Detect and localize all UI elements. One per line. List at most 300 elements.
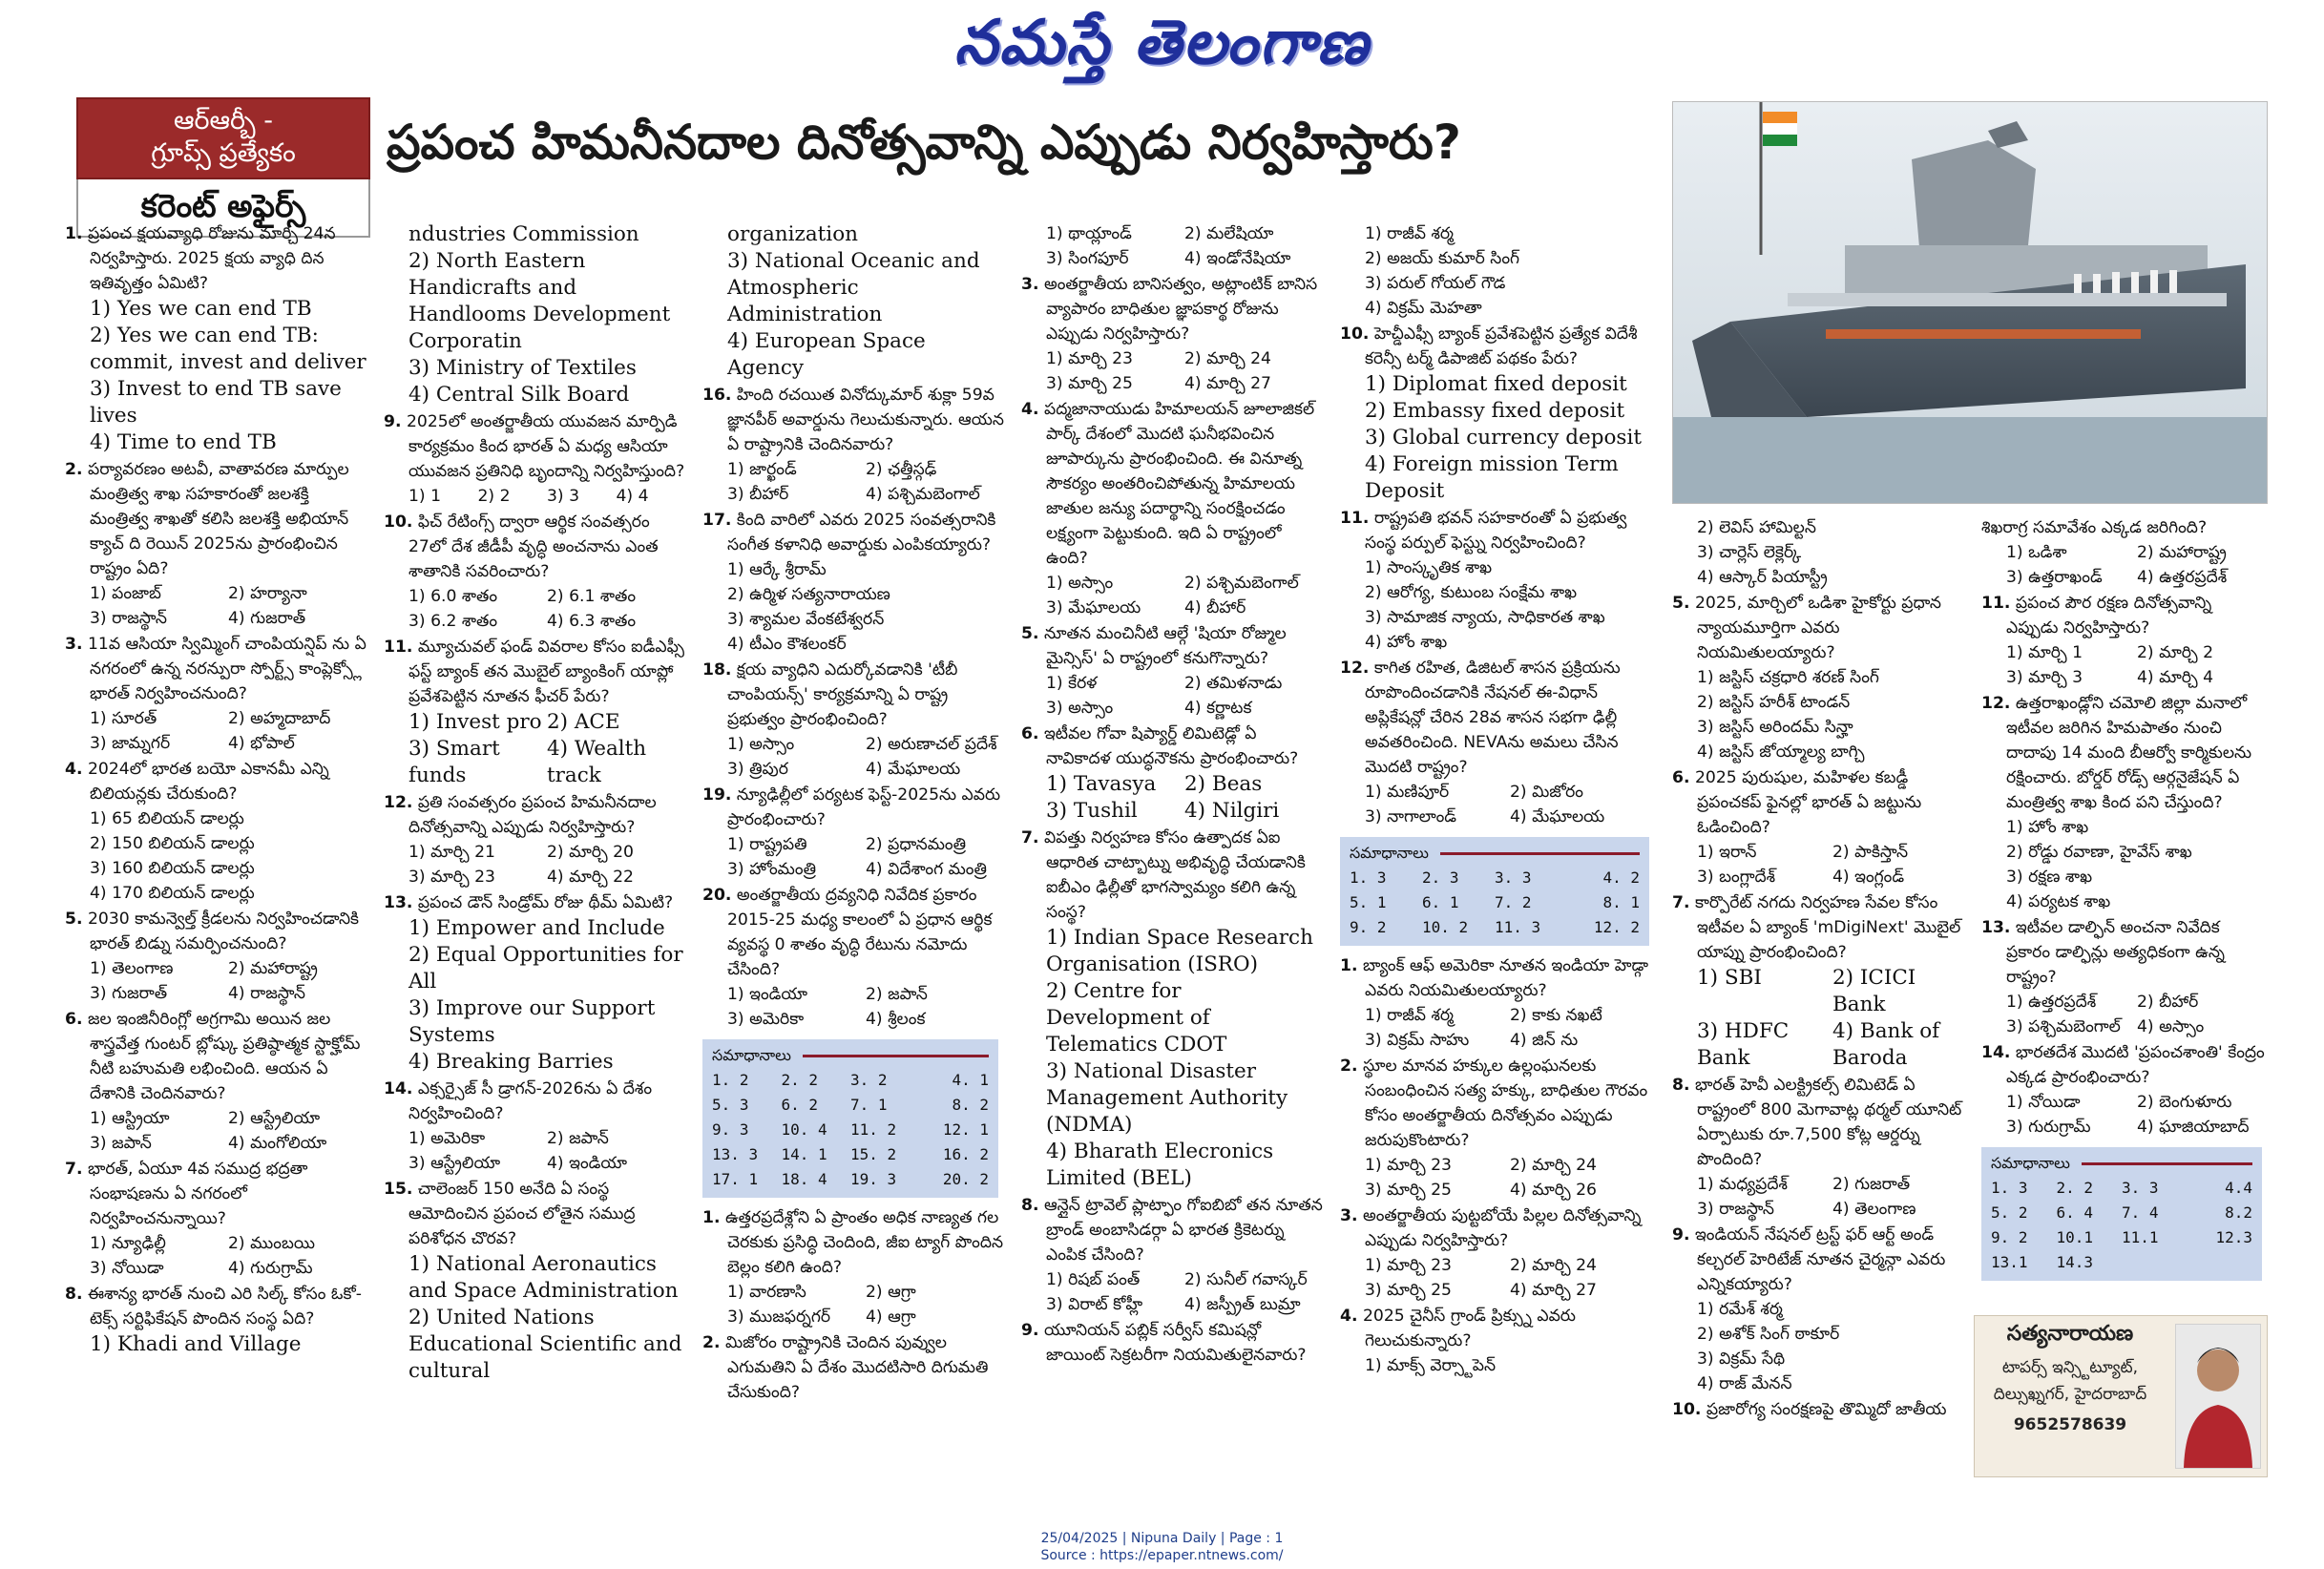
question-text: [702, 658, 1004, 732]
question-stem: బ్యాంక్ ఆఫ్ అమెరికా నూతన ఇండియా హెడ్గా ఎవరు నియమితులయ్యారు?: [1362, 956, 1649, 1000]
section-tag-top: [76, 97, 370, 179]
answer-key-rule: [2082, 1162, 2252, 1165]
option: 1) అస్సాం: [1046, 574, 1114, 593]
option: 4) హోం శాఖ: [1365, 633, 1448, 652]
answer-cell: 3. 3: [1495, 868, 1532, 887]
question: [65, 457, 366, 631]
question-number: 8.: [1672, 1076, 1690, 1095]
options: [1672, 840, 1968, 889]
options: [702, 1280, 1004, 1329]
question: [1981, 1040, 2268, 1140]
option: 2) మార్చి 20: [547, 843, 634, 862]
question: [1981, 915, 2268, 1039]
question-text: [65, 221, 366, 296]
option: 3) జామ్నగర్: [90, 734, 171, 753]
option: 1) ఆర్కే శ్రీరామ్: [727, 560, 827, 579]
option: 1) కేరళ: [1046, 674, 1098, 693]
column-1: [65, 221, 366, 1462]
options: [65, 296, 366, 456]
question-text: [65, 457, 366, 581]
answer-key-rule: [1440, 852, 1640, 855]
question: [65, 1007, 366, 1156]
question: [1021, 397, 1323, 620]
options: [1672, 1172, 1968, 1222]
option: 4) పర్యటక శాఖ: [2006, 892, 2111, 911]
option: 2) మార్చి 2: [2137, 643, 2214, 662]
option: 1) Indian Space Research Organisation (ISRO): [1046, 926, 1313, 976]
question-text: [65, 1282, 366, 1331]
question: [65, 221, 366, 456]
question-number: 13.: [384, 893, 413, 912]
question-number: 11.: [1981, 594, 2011, 613]
option: 3) 3: [547, 487, 580, 506]
option: 3) Ministry of Textiles: [408, 356, 637, 380]
option: 2) ICICI Bank: [1832, 966, 1916, 1016]
option: 2) బీహార్: [2137, 993, 2199, 1012]
question-text: [702, 508, 1004, 557]
answer-cell: 4. 1: [952, 1071, 989, 1089]
question-number: 9.: [1021, 1321, 1039, 1340]
question-number: 5.: [1021, 624, 1039, 643]
question-number: 3.: [1340, 1206, 1358, 1225]
question: [1021, 221, 1323, 271]
option: 2) సునీల్ గవాస్కర్: [1184, 1270, 1308, 1289]
question: [384, 510, 685, 634]
question: [65, 632, 366, 756]
question: [1021, 272, 1323, 396]
question-text: [702, 383, 1004, 457]
options: [384, 1251, 685, 1385]
question: [1981, 591, 2268, 690]
option: 2) అజయ్ కుమార్ సింగ్: [1365, 249, 1520, 268]
option: 4) జస్ప్రీత్ బుమ్రా: [1184, 1295, 1301, 1314]
question-text: [1021, 1318, 1323, 1368]
author-location: దిల్సుఖ్నగర్, హైదరాబాద్: [1993, 1385, 2147, 1404]
option: 3) ఉత్తరాఖండ్: [2006, 568, 2103, 587]
option: 4) అస్సాం: [2137, 1017, 2205, 1036]
option: 4) రాజ్ మేనన్: [1697, 1374, 1792, 1393]
option: 4) ఇంగ్లండ్: [1832, 868, 1905, 887]
question-stem: కాగిత రహిత, డిజిటల్ శాసన ప్రక్రియను రూపొందించడానికి నేషనల్ ఈ-విధాన్ అప్లికేషన్లో చేరిన 28వ శాసన సభగా ఢిల్లీ అవతరించింది. NEVAను అమలు చేసిన మొదటి రాష్ట్రం?: [1365, 659, 1621, 777]
option: 1) 65 బిలియన్ డాలర్లు: [90, 809, 244, 828]
option: 2) Beas: [1184, 772, 1263, 796]
question-text: [702, 1330, 1004, 1405]
question: [1340, 322, 1655, 505]
answer-key-grid: [1991, 1176, 2252, 1275]
option: 1) మార్చి 1: [2006, 643, 2083, 662]
question-text: [1672, 890, 1968, 965]
option: 1) రమేశ్ శర్మ: [1697, 1300, 1783, 1319]
options: [1981, 815, 2268, 914]
option: 4) జిన్ ను: [1510, 1031, 1579, 1050]
options: [1340, 555, 1655, 655]
answer-key-title: సమాధానాలు: [1350, 844, 1429, 862]
option: 1) ఒడిశా: [2006, 543, 2067, 562]
question-number: 5.: [1672, 594, 1690, 613]
question-text: [702, 783, 1004, 832]
option: 3) మార్చి 25: [1365, 1281, 1452, 1300]
options: [1672, 665, 1968, 764]
question-text: [1021, 272, 1323, 346]
option: 2) Equal Opportunities for All: [408, 943, 683, 994]
column-5: [1340, 221, 1655, 1462]
question-stem: ఈశాన్య భారత్ నుంచి ఎరి సిల్క్ కోసం ఓకో-టెక్స్ సర్టిఫికేషన్ పొందిన సంస్థ ఏది?: [87, 1285, 362, 1328]
option: 3) Invest to end TB save lives: [90, 377, 342, 428]
option: 1) న్యూఢిల్లీ: [90, 1234, 166, 1253]
answer-cell: 9. 3: [712, 1120, 749, 1139]
question-stem: పర్యావరణం అటవీ, వాతావరణ మార్పుల మంత్రిత్వ శాఖ సహకారంతో జలశక్తి మంత్రిత్వ శాఖతో కలిసి జలశక్తి అభియాన్ క్యాచ్ ది రెయిన్ 2025ను ప్రారంభించిన రాష్ట్రం ఏది?: [87, 460, 349, 578]
option: 1) Khadi and Village: [90, 1332, 302, 1356]
question-stem: స్థూల మానవ హక్కుల ఉల్లంఘనలకు సంబంధించిన సత్య హక్కు, బాధితుల గౌరవం కోసం అంతర్జాతీయ దినోత్సవం ఎప్పుడు జరుపుకొంటారు?: [1362, 1056, 1648, 1150]
option: 4) 170 బిలియన్ డాలర్లు: [90, 884, 255, 903]
question-stem: భారత్, ఏయూ 4వ సముద్ర భద్రతా సంభాషణను ఏ నగరంలో నిర్వహించనున్నాయి?: [87, 1160, 308, 1228]
question-stem: ఇండియన్ నేషనల్ ట్రస్ట్ ఫర్ ఆర్ట్ అండ్ కల్చరల్ హెరిటేజ్ నూతన చైర్మన్గా ఎవరు ఎన్నికయ్యారు?: [1694, 1225, 1946, 1294]
options: [1021, 221, 1323, 271]
question-number: 8.: [65, 1285, 83, 1304]
question-number: 15.: [384, 1180, 413, 1199]
option: 3) జపాన్: [90, 1134, 152, 1153]
answer-cell: 12.3: [2215, 1228, 2252, 1246]
options: [702, 982, 1004, 1032]
option: 1) మణిపూర్: [1365, 783, 1450, 802]
question-stem: ప్రపంచ డౌన్ సిండ్రోమ్ రోజు థీమ్ ఏమిటి?: [417, 893, 674, 912]
question-number: 11.: [1340, 509, 1370, 528]
option: 4) 6.3 శాతం: [547, 612, 637, 631]
question: [1340, 1304, 1655, 1378]
section-tag: [76, 97, 370, 238]
option: 4) మేఘాలయ: [866, 760, 961, 779]
option: 2) జస్టిస్ హరీశ్ టాండన్: [1697, 693, 1851, 712]
option: 2) 6.1 శాతం: [547, 587, 637, 606]
question-stem: న్యూఢిల్లీలో పర్యటక ఫెస్ట్-2025ను ఎవరు ప్రారంభించారు?: [727, 785, 1001, 829]
answer-key-header: [712, 1043, 989, 1068]
option: 1) పంజాబ్: [90, 584, 161, 603]
warship-illustration: [1673, 102, 2267, 503]
option: 2) ఛత్తీస్గఢ్: [866, 460, 937, 479]
answer-cell: 7. 1: [850, 1096, 888, 1114]
options: [1340, 780, 1655, 829]
question-stem: 2030 కామన్వెల్త్ క్రీడలను నిర్వహించడానికి భారత్ బిడ్ను సమర్పించనుంది?: [87, 910, 359, 953]
answer-cell: 14.3: [2056, 1253, 2094, 1271]
option: 1) మధ్యప్రదేశ్: [1697, 1175, 1788, 1194]
option: 1) అమెరికా: [408, 1129, 486, 1148]
answer-key-grid: [1350, 866, 1640, 940]
question-number: 7.: [1672, 893, 1690, 912]
question-number: 1.: [702, 1208, 721, 1227]
question-stem: పద్మజానాయుడు హిమాలయన్ జూలాజికల్ పార్క్ దేశంలో మొదటి ఘనీభవించిన జూపార్కును ప్రారంభించింది. ఈ వినూత్న సౌకర్యం అంతరించిపోతున్న హిమాలయ జాతుల జన్యు పదార్థాన్ని సంరక్షించడం లక్ష్యంగా పెట్టుకుంది. ఇది ఏ రాష్ట్రంలో ఉంది?: [1043, 400, 1315, 568]
question-text: [1021, 621, 1323, 671]
question-stem: భారత్ హెవీ ఎలక్ట్రికల్స్ లిమిటెడ్ ఏ రాష్ట్రంలో 800 మెగావాట్ల థర్మల్ యూనిట్ ఏర్పాటుకు రూ.7,500 కోట్ల ఆర్డర్ను పొందింది?: [1694, 1076, 1962, 1169]
option: 1) రాజీవ్ శర్మ: [1365, 224, 1454, 243]
question-text: [384, 1177, 685, 1251]
option: 1) థాయ్లాండ్: [1046, 224, 1132, 243]
question-stem: ప్రతి సంవత్సరం ప్రపంచ హిమనీనదాల దినోత్సవాన్ని ఎప్పుడు నిర్వహిస్తారు?: [408, 793, 657, 837]
option: 1) మాక్స్ వెర్స్టాపెన్: [1365, 1356, 1497, 1375]
options: [1340, 371, 1655, 505]
question-stem: 2025లో అంతర్జాతీయ యువజన మార్పిడి కార్యక్రమం కింద భారత్ ఏ మధ్య ఆసియా యువజన ప్రతినిధి బృందాన్ని నిర్వహిస్తుంది?: [406, 412, 685, 481]
option: 3) HDFC Bank: [1697, 1019, 1790, 1070]
option: 3) మార్చి 23: [408, 868, 495, 887]
option: 4) కర్ణాటక: [1184, 699, 1252, 718]
option: 2) North Eastern Handicrafts and Handlooms Development Corporatin: [408, 249, 671, 353]
answer-cell: 13. 3: [712, 1145, 759, 1163]
author-name: సత్యనారాయణ: [2006, 1322, 2134, 1346]
answer-cell: 12. 2: [1593, 918, 1640, 936]
question-number: 13.: [1981, 918, 2011, 937]
option: 2) బెంగుళూరు: [2137, 1093, 2232, 1112]
question-text: [1021, 397, 1323, 571]
answer-cell: 17. 1: [712, 1170, 759, 1188]
option: 1) ఇరాన్: [1697, 843, 1757, 862]
question: [1340, 953, 1655, 1053]
question-text: [1672, 1073, 1968, 1172]
answer-cell: 20. 2: [942, 1170, 989, 1188]
question-stem: విపత్తు నిర్వహణ కోసం ఉత్పాదక ఏఐ ఆధారిత చాట్బాట్ను అభివృద్ధి చేయడానికి ఐబీఎం ఢిల్లీతో భాగస్వామ్యం కలిగి ఉన్న సంస్థ?: [1043, 828, 1306, 922]
question: [384, 248, 685, 408]
option: 2) మలేషియా: [1184, 224, 1274, 243]
option: 2) మిజోరం: [1510, 783, 1584, 802]
options: [702, 248, 1004, 382]
footer-date: 25/04/2025 | Nipuna Daily | Page : 1: [1040, 1531, 1284, 1546]
options: [65, 1331, 366, 1358]
question-text: [1981, 591, 2268, 640]
question-number: 2.: [702, 1333, 721, 1352]
option: 3) National Oceanic and Atmospheric Administration: [727, 249, 980, 326]
question-number: 9.: [1672, 1225, 1690, 1245]
option: 1) జార్ఖండ్: [727, 460, 797, 479]
option: 3) నాగాలాండ్: [1365, 807, 1457, 826]
option: 2) United Nations Educational Scientific and cultural: [408, 1306, 682, 1383]
option: 4) ఆస్కార్ పియాస్ట్రీ: [1697, 568, 1828, 587]
option: 3) చార్లెస్ లెక్లెర్క్: [1697, 543, 1802, 562]
answer-cell: 5. 3: [712, 1096, 749, 1114]
answer-cell: 8. 1: [1602, 893, 1640, 911]
question: [702, 508, 1004, 657]
author-institute: టాపర్స్ ఇన్స్టిట్యూట్,: [2001, 1358, 2139, 1377]
question: [384, 790, 685, 889]
options: [702, 557, 1004, 657]
options: [1981, 990, 2268, 1039]
option: 4) జస్టిస్ జోయ్మాల్య బాగ్చి: [1697, 743, 1865, 762]
question-stem: 11వ ఆసియా స్విమ్మింగ్ చాంపియన్షిప్ ను ఏ నగరంలో ఉన్న నరన్పురా స్పోర్ట్స్ కాంప్లెక్స్లో భారత్ నిర్వహించనుంది?: [87, 635, 366, 703]
options: [65, 806, 366, 906]
option: 3) త్రిపుర: [727, 760, 788, 779]
question-number: 2.: [1340, 1056, 1358, 1076]
tag-line-2: గ్రూప్స్ ప్రత్యేకం: [151, 138, 296, 168]
question: [702, 1205, 1004, 1329]
option: 4) మార్చి 27: [1510, 1281, 1597, 1300]
options: [1021, 571, 1323, 620]
question: [702, 883, 1004, 1032]
warship-photo: [1672, 101, 2268, 504]
option: 3) విక్రమ్ సాహు: [1365, 1031, 1470, 1050]
option: 4) తెలంగాణ: [1832, 1200, 1916, 1219]
question-stem: 2024లో భారత బయో ఎకానమీ ఎన్ని బిలియన్లకు చేరుకుంది?: [87, 760, 329, 804]
question-number: 5.: [65, 910, 83, 929]
option: 3) బంగ్లాదేశ్: [1697, 868, 1776, 887]
continued-text: ndustries Commission: [408, 222, 639, 246]
option: 4) ఆగ్రా: [866, 1308, 916, 1327]
question-stem: భారతదేశ మొదటి 'ప్రపంచశాంతి' కేంద్రం ఎక్కడ ప్రారంభించారు?: [2006, 1043, 2265, 1087]
option: 4) 4: [616, 487, 649, 506]
option: 1) సూరత్: [90, 709, 157, 728]
option: 1) రాజీవ్ శర్మ: [1365, 1006, 1454, 1025]
option: 2) ఆగ్రా: [866, 1283, 916, 1302]
question-text: [384, 409, 685, 484]
question-text: [65, 1007, 366, 1106]
options: [1672, 515, 1968, 590]
answer-cell: 13.1: [1991, 1253, 2028, 1271]
question-number: 10.: [384, 513, 413, 532]
option: 2) 150 బిలియన్ డాలర్లు: [90, 834, 255, 853]
option: 3) జస్టిస్ అరిందమ్ సిన్హా: [1697, 718, 1853, 737]
option: 3) రాజస్థాన్: [1697, 1200, 1774, 1219]
option: 1) ఇండియా: [727, 985, 807, 1004]
options: [384, 840, 685, 889]
author-phone: 9652578639: [2013, 1415, 2127, 1434]
question: [384, 1177, 685, 1385]
options: [702, 457, 1004, 507]
question-stem: జల ఇంజినీరింగ్లో అగ్రగామి అయిన జల శాస్త్రవేత్త గుంటర్ బ్లోష్కు ప్రతిష్ఠాత్మక స్టాక్హోమ్ నీటి బహుమతి లభించింది. ఆయన ఏ దేశానికి చెందినవారు?: [87, 1010, 361, 1103]
answer-key: [1340, 837, 1649, 946]
question-text: [384, 635, 685, 709]
answer-cell: 19. 3: [850, 1170, 897, 1188]
question-stem: ప్రపంచ క్షయవ్యాధి రోజును మార్చి 24న నిర్వహిస్తారు. 2025 క్షయ వ్యాధి దిన ఇతివృత్తం ఏమిటి?: [87, 224, 336, 293]
option: 4) Bharath Elecronics Limited (BEL): [1046, 1140, 1274, 1190]
question-text: [1340, 953, 1655, 1003]
question: [65, 907, 366, 1006]
option: 4) ఇండోనేషియా: [1184, 249, 1291, 268]
option: 3) అస్సాం: [1046, 699, 1114, 718]
question-text: [1340, 1203, 1655, 1253]
answer-cell: 7. 2: [1495, 893, 1532, 911]
option: 2) ముంబయి: [228, 1234, 315, 1253]
answer-cell: 8.2: [2225, 1203, 2252, 1222]
option: 3) పశ్చిమబెంగాల్: [2006, 1017, 2121, 1036]
answer-cell: 10. 2: [1422, 918, 1469, 936]
question-stem: ఇటీవల గోవా షిప్యార్డ్ లిమిటెడ్లో ఏ నావికాదళ యుద్ధనౌకను ప్రారంభించారు?: [1043, 724, 1299, 768]
answer-cell: 14. 1: [781, 1145, 827, 1163]
option: 4) టీఎం కౌశలంకర్: [727, 635, 847, 654]
question-stem: 2025 చైనీస్ గ్రాండ్ ప్రిక్స్ను ఎవరు గెలుచుకున్నారు?: [1362, 1307, 1576, 1350]
option: 2) పశ్చిమబెంగాల్: [1184, 574, 1299, 593]
question: [1340, 1054, 1655, 1203]
option: 2) మార్చి 24: [1510, 1256, 1597, 1275]
option: 3) నోయిడా: [90, 1259, 164, 1278]
question: [1021, 826, 1323, 1192]
option: 1) మార్చి 23: [1365, 1156, 1452, 1175]
option: 2) ప్రధానమంత్రి: [866, 835, 967, 854]
option: 1) తెలంగాణ: [90, 959, 174, 978]
question-text: [1981, 915, 2268, 990]
option: 2) మహారాష్ట్ర: [228, 959, 318, 978]
option: 1) సాంస్కృతిక శాఖ: [1365, 558, 1493, 577]
options: [1340, 1253, 1655, 1303]
continued-text: organization: [727, 222, 858, 246]
question-number: 7.: [65, 1160, 83, 1179]
column-3: [702, 221, 1004, 1462]
question: [1672, 765, 1968, 889]
answer-cell: 8. 2: [952, 1096, 989, 1114]
masthead: నమస్తే తెలంగాణ: [953, 8, 1371, 78]
options: [1981, 540, 2268, 590]
option: 4) విక్రమ్ మెహతా: [1365, 299, 1482, 318]
option: 3) అమెరికా: [727, 1010, 805, 1029]
options: [1672, 965, 1968, 1072]
options: [1981, 640, 2268, 690]
question-number: 6.: [65, 1010, 83, 1029]
options: [702, 732, 1004, 782]
option: 2) రోడ్డు రవాణా, హైవేస్ శాఖ: [2006, 843, 2192, 862]
option: 2) గుజరాత్: [1832, 1175, 1911, 1194]
answer-cell: 15. 2: [850, 1145, 897, 1163]
option: 1) అస్సాం: [727, 735, 795, 754]
options: [65, 1231, 366, 1281]
option: 2) అహ్మదాబాద్: [228, 709, 331, 728]
question: [65, 757, 366, 906]
question-stem: హింది రచయిత వినోద్కుమార్ శుక్లా 59వ జ్ఞానపీఠ్ అవార్డును గెలుచుకున్నారు. ఆయన ఏ రాష్ట్రానికి చెందినవారు?: [727, 386, 1004, 454]
question: [1340, 656, 1655, 829]
option: 4) పశ్చిమబెంగాల్: [866, 485, 980, 504]
answer-cell: 10.1: [2056, 1228, 2094, 1246]
options: [1340, 221, 1655, 321]
question: [384, 409, 685, 509]
question-text: [1340, 656, 1655, 780]
option: 2) 2: [477, 487, 511, 506]
question: [65, 1157, 366, 1281]
column-2: [384, 221, 685, 1462]
question-stem: ప్రపంచ పౌర రక్షణ దినోత్సవాన్ని ఎప్పుడు నిర్వహిస్తారు?: [2006, 594, 2212, 638]
answer-cell: 5. 1: [1350, 893, 1387, 911]
answer-cell: 4. 2: [1602, 868, 1640, 887]
answer-cell: 1. 3: [1350, 868, 1387, 887]
question-number: 18.: [702, 660, 732, 680]
question-number: 2.: [65, 460, 83, 479]
question-number: 6.: [1021, 724, 1039, 743]
options: [1672, 1297, 1968, 1396]
option: 3) పరుల్ గోయల్ గౌడ: [1365, 274, 1506, 293]
question: [1021, 722, 1323, 825]
answer-key-grid: [712, 1068, 989, 1192]
question-text: [1981, 515, 2268, 540]
footer-source: Source : https://epaper.ntnews.com/: [1040, 1548, 1284, 1563]
answer-cell: 10. 4: [781, 1120, 827, 1139]
option: 1) రాష్ట్రపతి: [727, 835, 807, 854]
options: [384, 484, 685, 509]
answer-cell: 6. 1: [1422, 893, 1459, 911]
option: 1) మార్చి 23: [1046, 349, 1133, 368]
options: [384, 1126, 685, 1176]
option: 2) లెవిస్ హామిల్టన్: [1697, 518, 1816, 537]
question-stem: ఇటీవల డాల్ఫిన్ అంచనా నివేదిక ప్రకారం డాల్ఫిన్లు అత్యధికంగా ఉన్న రాష్ట్రం?: [2006, 918, 2225, 987]
option: 1) ఉత్తరప్రదేశ్: [2006, 993, 2097, 1012]
question: [1340, 221, 1655, 321]
answer-key-header: [1991, 1151, 2252, 1176]
option: 3) 160 బిలియన్ డాలర్లు: [90, 859, 255, 878]
question: [702, 783, 1004, 882]
question-number: 19.: [702, 785, 732, 805]
answer-key-rule: [803, 1055, 989, 1057]
question-stem: కార్పొరేట్ నగదు నిర్వహణ సేవల కోసం ఇటీవల ఏ బ్యాంక్ 'mDigiNext' మొబైల్ యాప్ను ప్రారంభించింది?: [1694, 893, 1961, 962]
option: 4) Foreign mission Term Deposit: [1365, 452, 1619, 503]
option: 3) శ్యామల వేంకటేశ్వరన్: [727, 610, 885, 629]
question-text: [65, 632, 366, 706]
option: 4) మార్చి 22: [547, 868, 634, 887]
option: 1) SBI: [1697, 966, 1762, 990]
question-number: 4.: [65, 760, 83, 779]
question-stem: హెచ్డీఎఫ్సీ బ్యాంక్ ప్రవేశపెట్టిన ప్రత్యేక విదేశీ కరెన్సీ టర్మ్ డిపాజిట్ పథకం పేరు?: [1365, 324, 1638, 368]
option: 3) మార్చి 3: [2006, 668, 2083, 687]
